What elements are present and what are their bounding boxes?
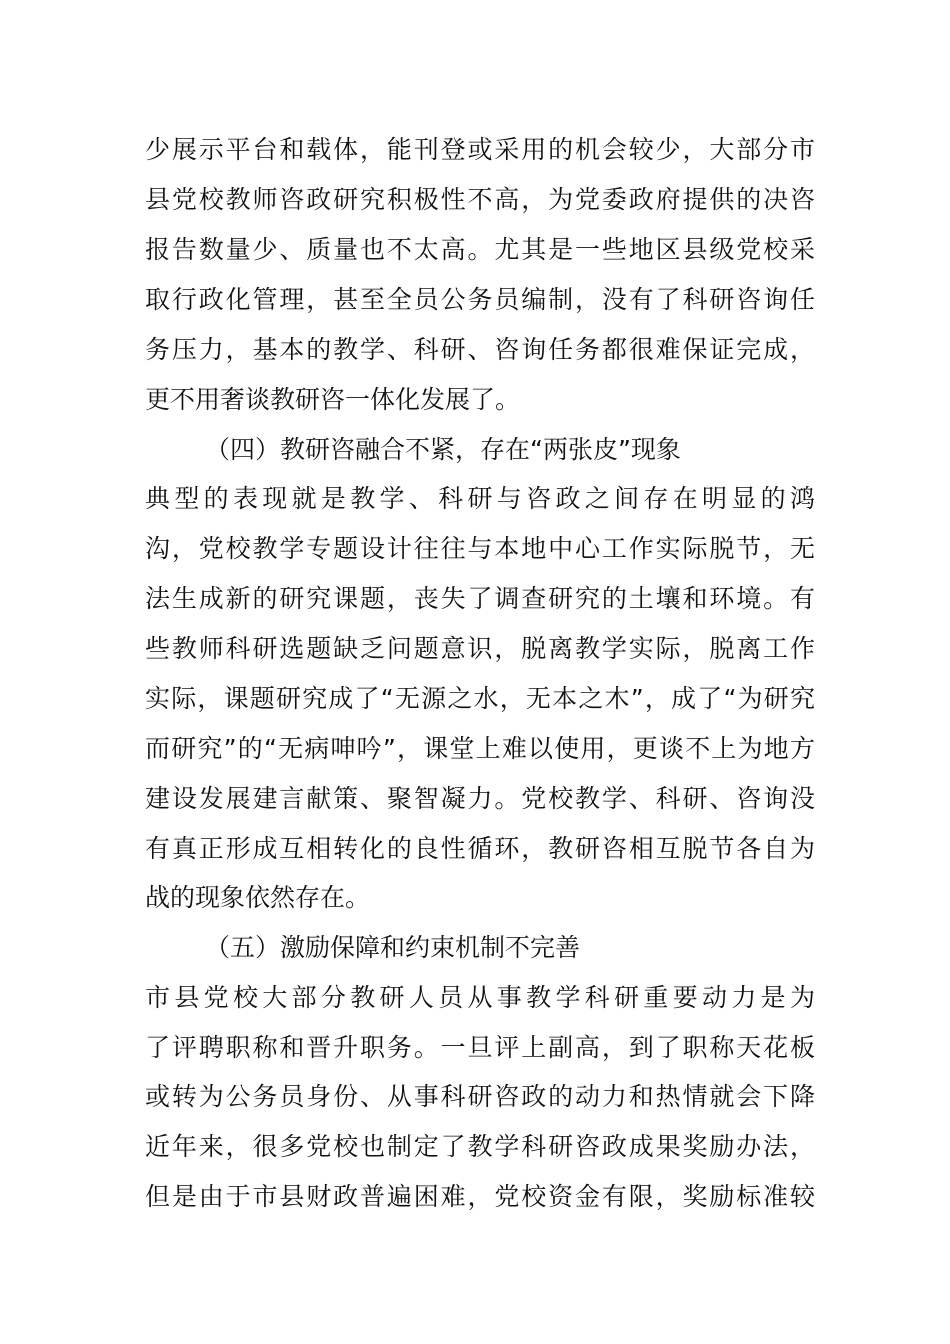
paragraph-line: 而研究”的“无病呻吟”，课堂上难以使用，更谈不上为地方 bbox=[145, 734, 815, 763]
paragraph-line: 更不用奢谈教研咨一体化发展了。 bbox=[145, 385, 521, 414]
paragraph-line: 实际，课题研究成了“无源之水，无本之木”，成了“为研究 bbox=[145, 684, 815, 713]
section-heading-4: （四）教研咨融合不紧，存在“两张皮”现象 bbox=[205, 435, 681, 464]
paragraph-line: 法生成新的研究课题，丧失了调查研究的土壤和环境。有 bbox=[145, 584, 815, 613]
paragraph-line: 县党校教师咨政研究积极性不高，为党委政府提供的决咨 bbox=[145, 185, 815, 214]
paragraph-line: 了评聘职称和晋升职务。一旦评上副高，到了职称天花板 bbox=[145, 1033, 815, 1062]
paragraph-line: 有真正形成互相转化的良性循环，教研咨相互脱节各自为 bbox=[145, 834, 815, 863]
paragraph-line: 但是由于市县财政普遍困难，党校资金有限，奖励标准较 bbox=[145, 1182, 815, 1211]
paragraph-line: 少展示平台和载体，能刊登或采用的机会较少，大部分市 bbox=[145, 135, 815, 164]
paragraph-line: 取行政化管理，甚至全员公务员编制，没有了科研咨询任 bbox=[145, 285, 815, 314]
paragraph-line: 沟，党校教学专题设计往往与本地中心工作实际脱节，无 bbox=[145, 534, 815, 563]
paragraph-line: 战的现象依然存在。 bbox=[145, 883, 371, 912]
paragraph-line: 建设发展建言献策、聚智凝力。党校教学、科研、咨询没 bbox=[145, 784, 815, 813]
paragraph-line: 近年来，很多党校也制定了教学科研咨政成果奖励办法， bbox=[145, 1132, 815, 1161]
section-heading-5: （五）激励保障和约束机制不完善 bbox=[205, 933, 581, 962]
paragraph-line: 或转为公务员身份、从事科研咨政的动力和热情就会下降 bbox=[145, 1082, 815, 1111]
paragraph-line: 报告数量少、质量也不太高。尤其是一些地区县级党校采 bbox=[145, 235, 815, 264]
paragraph-line: 些教师科研选题缺乏问题意识，脱离教学实际，脱离工作 bbox=[145, 634, 815, 663]
paragraph-line: 典型的表现就是教学、科研与咨政之间存在明显的鸿 bbox=[145, 484, 815, 513]
paragraph-line: 务压力，基本的教学、科研、咨询任务都很难保证完成， bbox=[145, 335, 815, 364]
paragraph-line: 市县党校大部分教研人员从事教学科研重要动力是为 bbox=[145, 983, 815, 1012]
